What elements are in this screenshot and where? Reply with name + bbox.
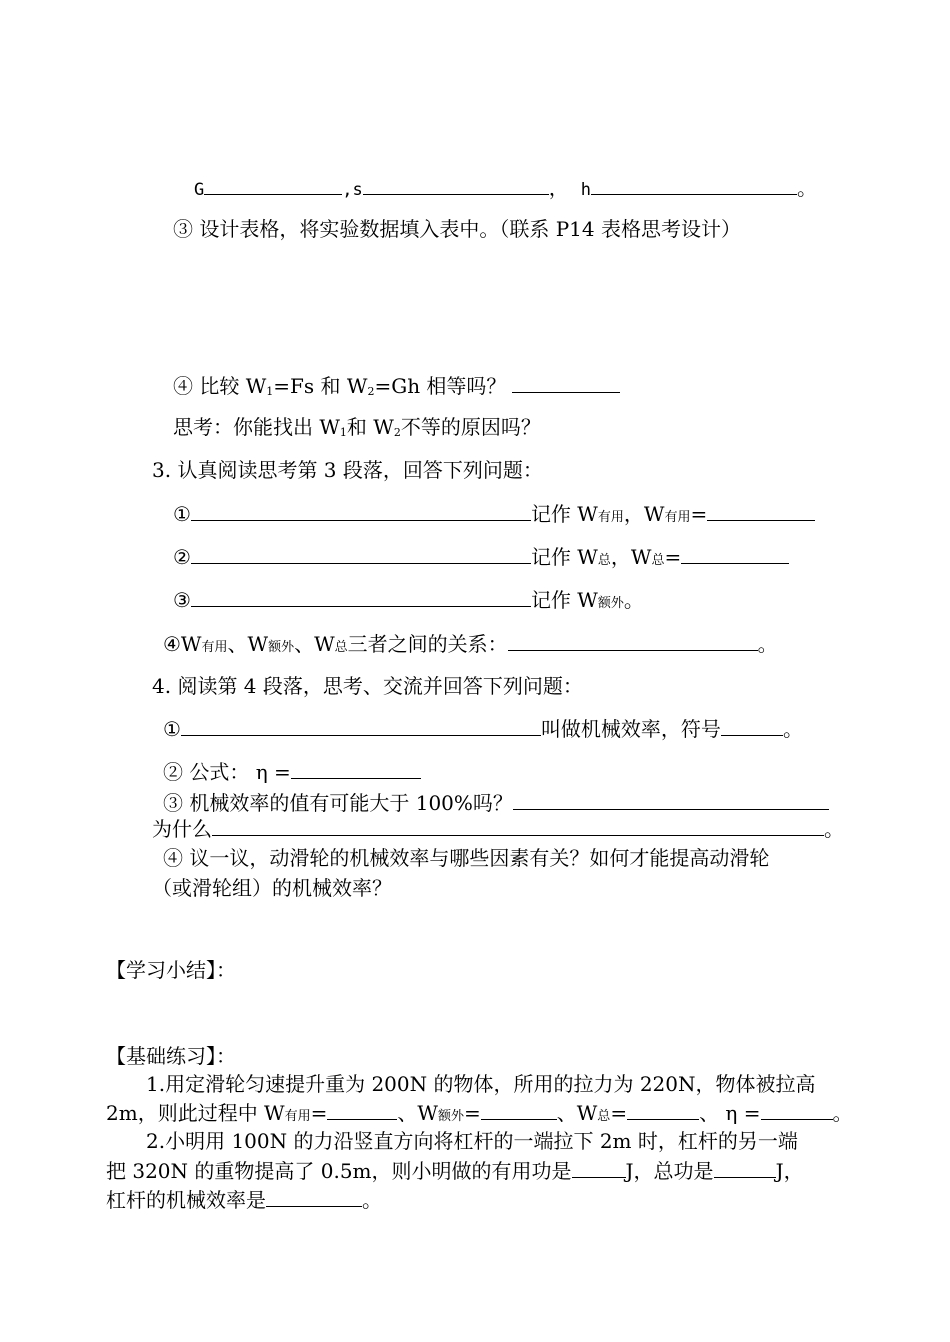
rel-sep: 、W	[227, 632, 269, 656]
design-table-item: ③ 设计表格，将实验数据填入表中。（联系 P14 表格思考设计）	[173, 217, 741, 241]
formula-text: ② 公式： η =	[163, 760, 291, 784]
relation-blank[interactable]	[508, 630, 758, 651]
comma: ，	[548, 176, 569, 200]
sub-1: 1	[266, 385, 274, 398]
sep: 、W	[397, 1101, 438, 1125]
q3-blank-3[interactable]	[191, 586, 531, 607]
sub-useful: 有用	[201, 640, 228, 655]
formula-blank[interactable]	[291, 758, 421, 779]
greater-text: ③ 机械效率的值有可能大于 100%吗？	[163, 791, 513, 815]
think-item	[173, 414, 541, 446]
sep: ，W	[610, 545, 652, 569]
why-text: 为什么	[152, 817, 212, 841]
q4-blank-1[interactable]	[181, 715, 541, 736]
think-text-2: 和 W	[346, 415, 394, 439]
greater-blank[interactable]	[513, 789, 829, 810]
h-label: h	[580, 180, 591, 200]
practice-2-line-3	[106, 1186, 382, 1213]
p1-extra-blank[interactable]	[481, 1099, 557, 1120]
sep: 、W	[556, 1101, 598, 1125]
jizuo: 记作 W	[530, 588, 598, 612]
why-blank[interactable]	[212, 815, 824, 836]
sub-total: 总	[651, 553, 665, 568]
formula-item	[163, 758, 421, 785]
p2-text-4: 杠杆的机械效率是	[106, 1188, 266, 1212]
compare-text-3: =Gh 相等吗？	[374, 374, 507, 398]
p1-text: 2m，则此过程中 W	[106, 1101, 285, 1125]
p2-text-2: J，总功是	[625, 1159, 714, 1183]
eq: =	[610, 1101, 628, 1125]
eq: =	[664, 545, 682, 569]
circle-1: ①	[163, 717, 181, 741]
sub-2: 2	[367, 385, 375, 398]
discuss-line-1: ④ 议一议，动滑轮的机械效率与哪些因素有关？如何才能提高动滑轮	[163, 846, 770, 870]
g-blank[interactable]	[204, 174, 342, 195]
p2-total-blank[interactable]	[714, 1157, 776, 1178]
eq: =	[463, 1101, 481, 1125]
sub-extra: 额外	[437, 1109, 464, 1124]
rel-sep-2: 、W	[294, 632, 335, 656]
sep-eta: 、 η =	[699, 1101, 761, 1125]
greater-item	[163, 789, 829, 816]
practice-2-line-2	[106, 1157, 804, 1184]
compare-item	[173, 372, 620, 405]
q4-item-1	[163, 715, 803, 742]
h-blank[interactable]	[591, 174, 797, 195]
sub-useful: 有用	[664, 510, 691, 525]
w-total-blank[interactable]	[681, 543, 789, 564]
practice-2-line-1: 2.小明用 100N 的力沿竖直方向将杠杆的一端拉下 2m 时，杠杆的另一端	[146, 1129, 798, 1153]
p1-useful-blank[interactable]	[327, 1099, 397, 1120]
compare-text: ④ 比较 W	[173, 374, 267, 398]
q3-item-1	[173, 500, 815, 531]
sub-total: 总	[334, 640, 348, 655]
p2-useful-blank[interactable]	[572, 1157, 626, 1178]
q3-item-4	[163, 630, 778, 661]
jizuo: 记作 W	[530, 502, 598, 526]
q3-title: 3. 认真阅读思考第 3 段落，回答下列问题：	[152, 458, 543, 482]
circle-1: ①	[173, 502, 191, 526]
p1-eta-blank[interactable]	[761, 1099, 833, 1120]
g-label: G	[194, 180, 205, 200]
jizuo: 记作 W	[530, 545, 598, 569]
sub-total: 总	[597, 553, 611, 568]
compare-text-2: =Fs 和 W	[273, 374, 368, 398]
q4-title: 4. 阅读第 4 段落，思考、交流并回答下列问题：	[152, 674, 583, 698]
period: 。	[623, 588, 644, 612]
q3-blank-1[interactable]	[191, 500, 531, 521]
q3-item-3	[173, 586, 644, 617]
measure-line	[194, 174, 817, 203]
sub-total: 总	[597, 1109, 611, 1124]
circle-3: ③	[173, 588, 191, 612]
period: 。	[757, 632, 778, 656]
s-label: ,s	[342, 180, 363, 200]
circle-2: ②	[173, 545, 191, 569]
practice-1-line-1: 1.用定滑轮匀速提升重为 200N 的物体，所用的拉力为 220N，物体被拉高	[146, 1072, 816, 1096]
q3-blank-2[interactable]	[191, 543, 531, 564]
sub-extra: 额外	[268, 640, 295, 655]
period: 。	[824, 817, 844, 841]
symbol-blank[interactable]	[721, 715, 783, 736]
sub-useful: 有用	[284, 1109, 311, 1124]
period: 。	[362, 1188, 382, 1212]
sub-2: 2	[393, 426, 401, 439]
think-text: 思考：你能找出 W	[173, 415, 340, 439]
compare-blank[interactable]	[512, 372, 620, 393]
discuss-line-2: （或滑轮组）的机械效率？	[152, 876, 392, 900]
sub-1: 1	[339, 426, 347, 439]
sub-extra: 额外	[597, 596, 624, 611]
eq: =	[310, 1101, 328, 1125]
rel-text-2: 三者之间的关系：	[347, 632, 508, 656]
think-text-3: 不等的原因吗？	[400, 415, 541, 439]
rel-text: ④W	[163, 632, 202, 656]
eq: =	[690, 502, 708, 526]
sub-useful: 有用	[597, 510, 624, 525]
q3-item-2	[173, 543, 789, 574]
p2-eta-blank[interactable]	[266, 1186, 362, 1207]
p2-text-3: J，	[775, 1159, 804, 1183]
p2-text: 把 320N 的重物提高了 0.5m，则小明做的有用功是	[106, 1159, 572, 1183]
period: 。	[796, 176, 817, 200]
practice-title: 【基础练习】：	[106, 1044, 236, 1068]
s-blank[interactable]	[363, 174, 549, 195]
q4-text: 叫做机械效率，符号	[540, 717, 721, 741]
why-item	[152, 815, 844, 842]
practice-1-line-2	[106, 1099, 853, 1130]
w-useful-blank[interactable]	[707, 500, 815, 521]
summary-title: 【学习小结】：	[106, 958, 236, 982]
p1-total-blank[interactable]	[627, 1099, 699, 1120]
sep: ，W	[623, 502, 665, 526]
period: 。	[782, 717, 803, 741]
period: 。	[832, 1101, 853, 1125]
